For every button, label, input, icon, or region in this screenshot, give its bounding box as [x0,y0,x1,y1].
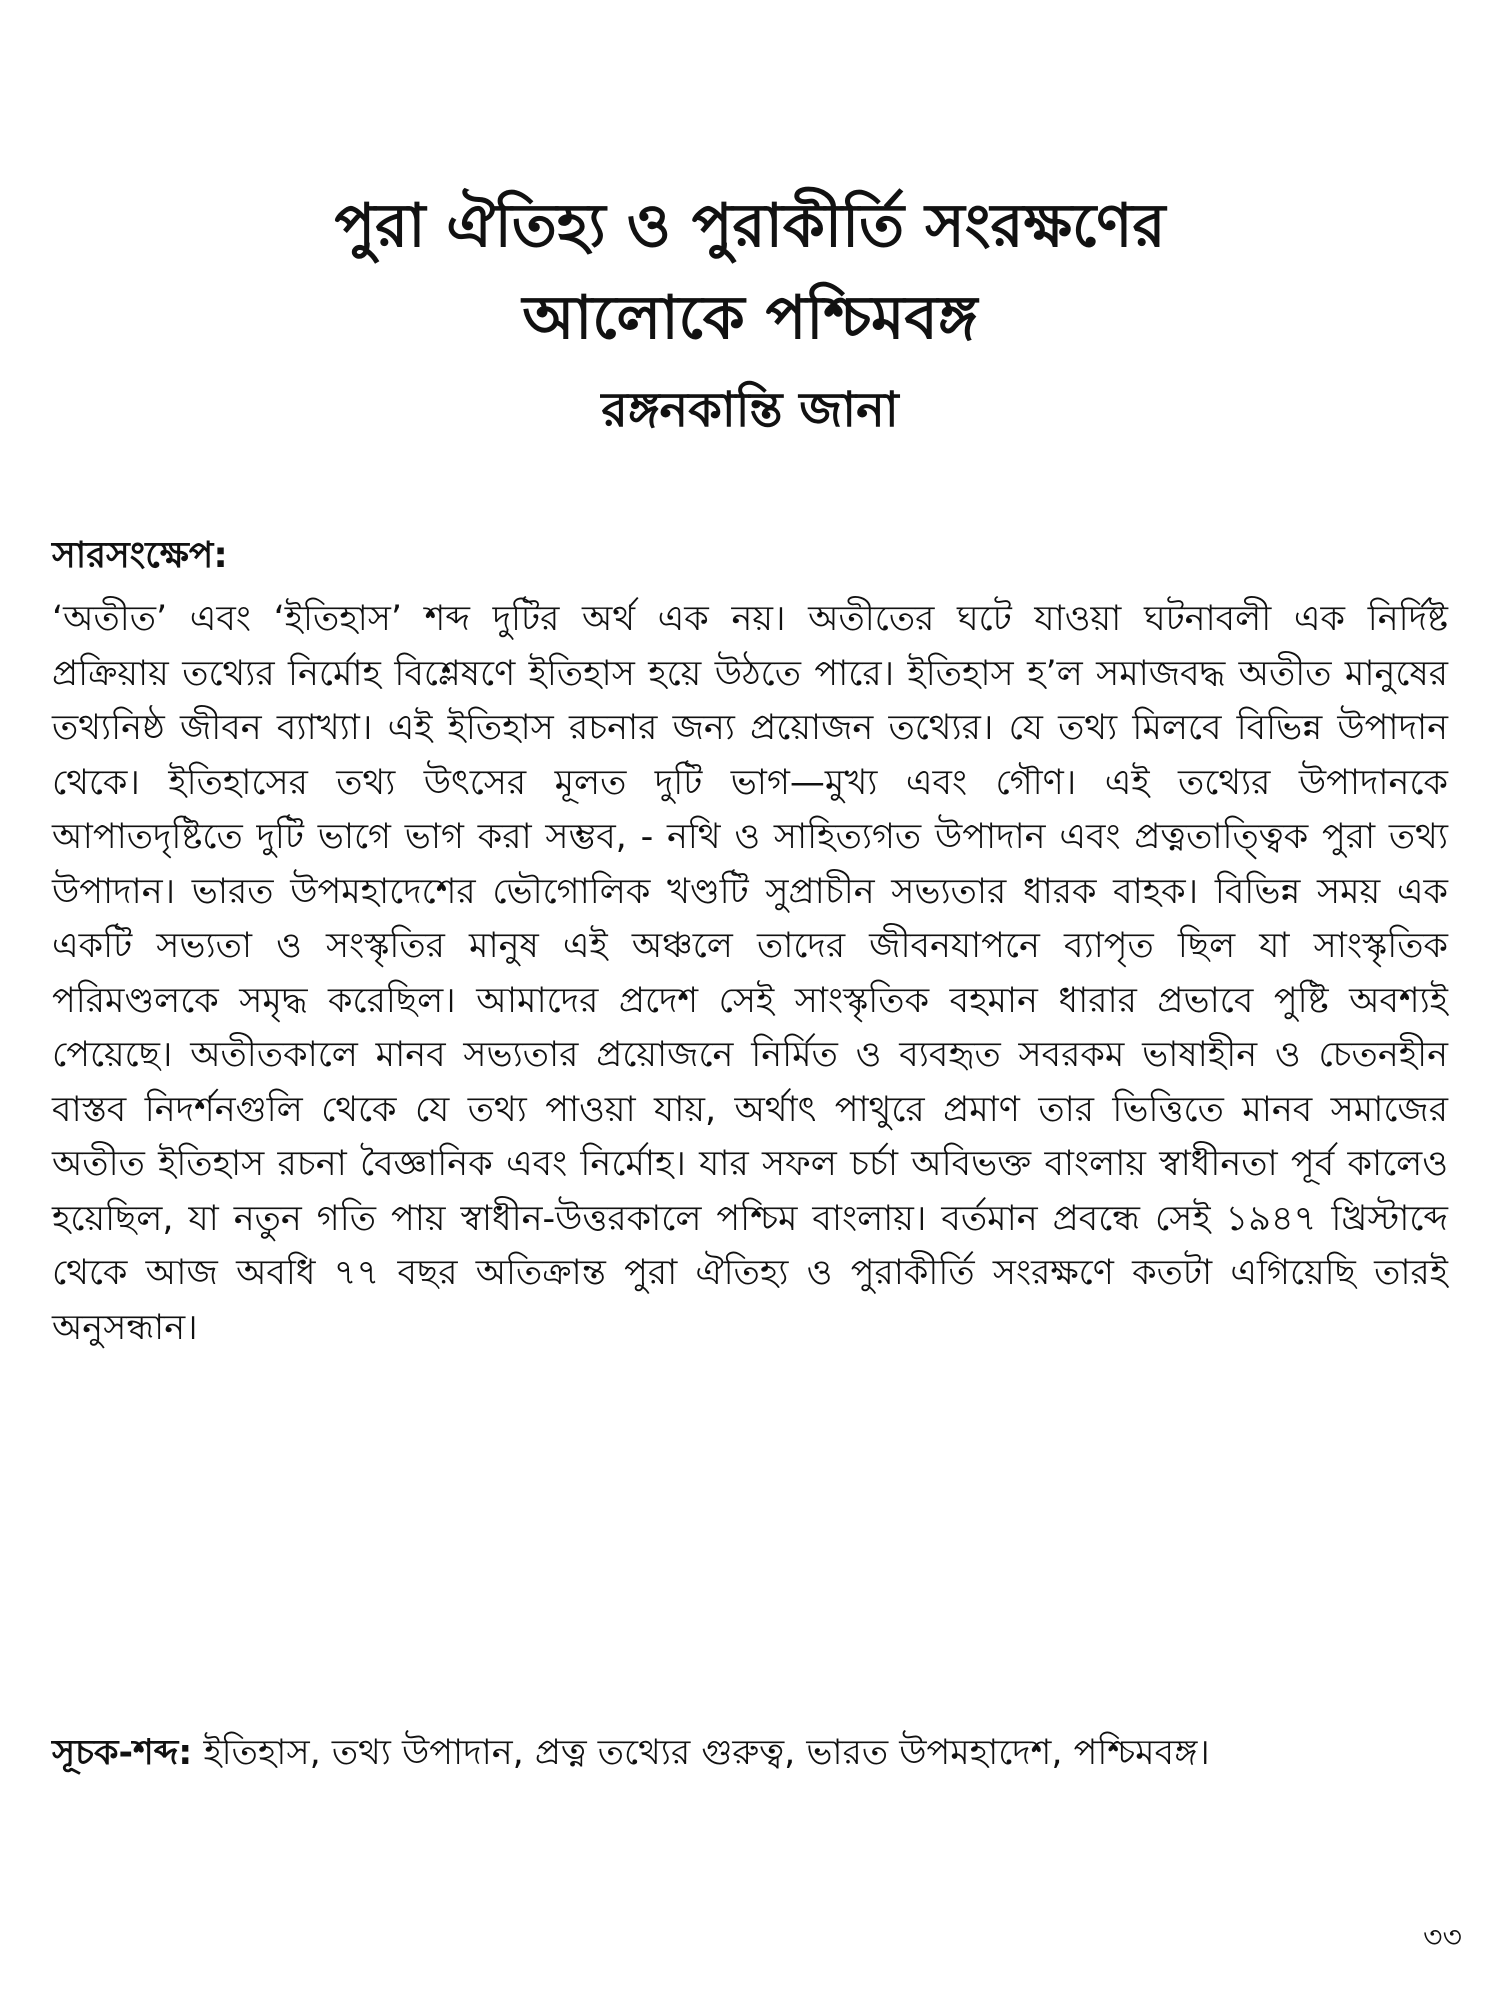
author-name: রঙ্গনকান্তি জানা [601,382,899,438]
keywords-paragraph [52,1726,1448,1780]
page-number: ৩৩ [1422,1920,1462,1955]
abstract-heading: সারসংক্ষেপ: [52,535,228,576]
keywords-label: সূচক-শব্দ: [52,1733,193,1773]
article-title-line-1: পুরা ঐতিহ্য ও পুরাকীর্তি সংরক্ষণের [334,191,1166,261]
article-title-line-2: আলোকে পশ্চিমবঙ্গ [522,283,978,353]
abstract-body: ‘অতীত’ এবং ‘ইতিহাস’ শব্দ দুটির অর্থ এক নয়। অতীতের ঘটে যাওয়া ঘটনাবলী এক নির্দিষ্ট প্রক্রিয়ায় তথ্যের নির্মোহ বিশ্লেষণে ইতিহাস হয়ে উঠতে পারে। ইতিহাস হ’ল সমাজবদ্ধ অতীত মানুষের তথ্যনিষ্ঠ জীবন ব্যাখ্যা। এই ইতিহাস রচনার জন্য প্রয়োজন তথ্যের। যে তথ্য মিলবে বিভিন্ন উপাদান থেকে। ইতিহাসের তথ্য উৎসের মূলত দুটি ভাগ—মুখ্য এবং গৌণ। এই তথ্যের উপাদানকে আপাতদৃষ্টিতে দুটি ভাগে ভাগ করা সম্ভব, - নথি ও সাহিত্যগত উপাদান এবং প্রত্নতাত্ত্বিক পুরা তথ্য উপাদান। ভারত উপমহাদেশের ভৌগোলিক খণ্ডটি সুপ্রাচীন সভ্যতার ধারক বাহক। বিভিন্ন সময় এক একটি সভ্যতা ও সংস্কৃতির মানুষ এই অঞ্চলে তাদের জীবনযাপনে ব্যাপৃত ছিল যা সাংস্কৃতিক পরিমণ্ডলকে সমৃদ্ধ করেছিল। আমাদের প্রদেশ সেই সাংস্কৃতিক বহমান ধারার প্রভাবে পুষ্টি অবশ্যই পেয়েছে। অতীতকালে মানব সভ্যতার প্রয়োজনে নির্মিত ও ব্যবহৃত সবরকম ভাষাহীন ও চেতনহীন বাস্তব নিদর্শনগুলি থেকে যে তথ্য পাওয়া যায়, অর্থাৎ পাথুরে প্রমাণ তার ভিত্তিতে মানব সমাজের অতীত ইতিহাস রচনা বৈজ্ঞানিক এবং নির্মোহ। যার সফল চর্চা অবিভক্ত বাংলায় স্বাধীনতা পূর্ব কালেও হয়েছিল, যা নতুন গতি পায় স্বাধীন-উত্তরকালে পশ্চিম বাংলায়। বর্তমান প্রবন্ধে সেই ১৯৪৭ খ্রিস্টাব্দে থেকে আজ অবধি ৭৭ বছর অতিক্রান্ত পুরা ঐতিহ্য ও পুরাকীর্তি সংরক্ষণে কতটা এগিয়েছি তারই অনুসন্ধান। [52,599,1448,1348]
keywords-text: ইতিহাস, তথ্য উপাদান, প্রত্ন তথ্যের গুরুত্ব, ভারত উপমহাদেশ, পশ্চিমবঙ্গ। [192,1733,1210,1773]
title-block [150,180,1350,450]
